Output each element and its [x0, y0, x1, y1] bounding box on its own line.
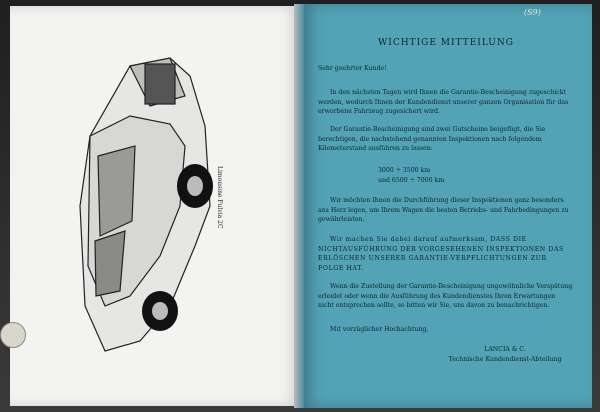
signature-department: Technische Kundendienst-Abteilung [448, 355, 562, 363]
signature-company: LANCIA & C. [484, 346, 526, 353]
paragraph-5 [318, 282, 573, 311]
km-item-2: und 6500 ÷ 7000 km [378, 176, 445, 184]
page-title: WICHTIGE MITTEILUNG [378, 38, 514, 48]
greeting: Sehr geehrter Kunde! [318, 65, 387, 72]
km-list [318, 166, 573, 185]
car-illustration [10, 6, 300, 406]
car-caption: Limousine Fulvia 2C [216, 166, 223, 229]
paragraph-3-text: Wir möchten Ihnen die Durchführung dieser Inspektionen ganz besonders ans Herz legen, um Ihrem Wagen die besten Betriebs- und Fahrbedingungen zu gewährleisten. [318, 197, 569, 223]
closing: Mit vorzüglicher Hochachtung, [330, 326, 429, 333]
paragraph-4-text: Wir machen Sie dabei darauf aufmerksam, DASS DIE NICHTAUSFÜHRUNG DER VORGESEHENEN INSPEKTIONEN DAS ERLÖSCHEN UNSERER GARANTIE-VERPFLICHTUNGEN ZUR FOLGE HAT. [318, 236, 564, 272]
corner-note: (S9) [524, 8, 541, 17]
km-item-1: 3000 ÷ 3500 km [378, 167, 431, 174]
paragraph-2-text: Der Garantie-Bescheinigung sind zwei Gutscheine beigefügt, die Sie berechtigen, die nachstehend genannten Inspektionen nach folgendem Kilometerstand ausführen zu lassen: [318, 126, 546, 152]
paragraph-1-text: In den nächsten Tagen wird Ihnen die Garantie-Bescheinigung zugeschickt werden, wodurch Ihnen der Kundendienst unserer ganzen Organisation für das erworbene Fahrzeug zugesichert wird. [318, 89, 569, 115]
paragraph-1 [318, 88, 573, 117]
coin [0, 322, 26, 348]
page-fold [294, 4, 304, 408]
paragraph-5-text: Wenn die Zustellung der Garantie-Bescheinigung ungewöhnliche Verspätung erleidet oder wenn die Ausführung des Kundendienstes Ihren Erwartungen nicht entsprechen sollte, so bitten wir Sie, uns davon zu benachrichtigen. [318, 283, 573, 309]
signature [430, 345, 580, 364]
paragraph-4 [318, 235, 573, 273]
paragraph-2 [318, 125, 573, 154]
paragraph-3 [318, 196, 573, 225]
left-page [10, 6, 300, 406]
